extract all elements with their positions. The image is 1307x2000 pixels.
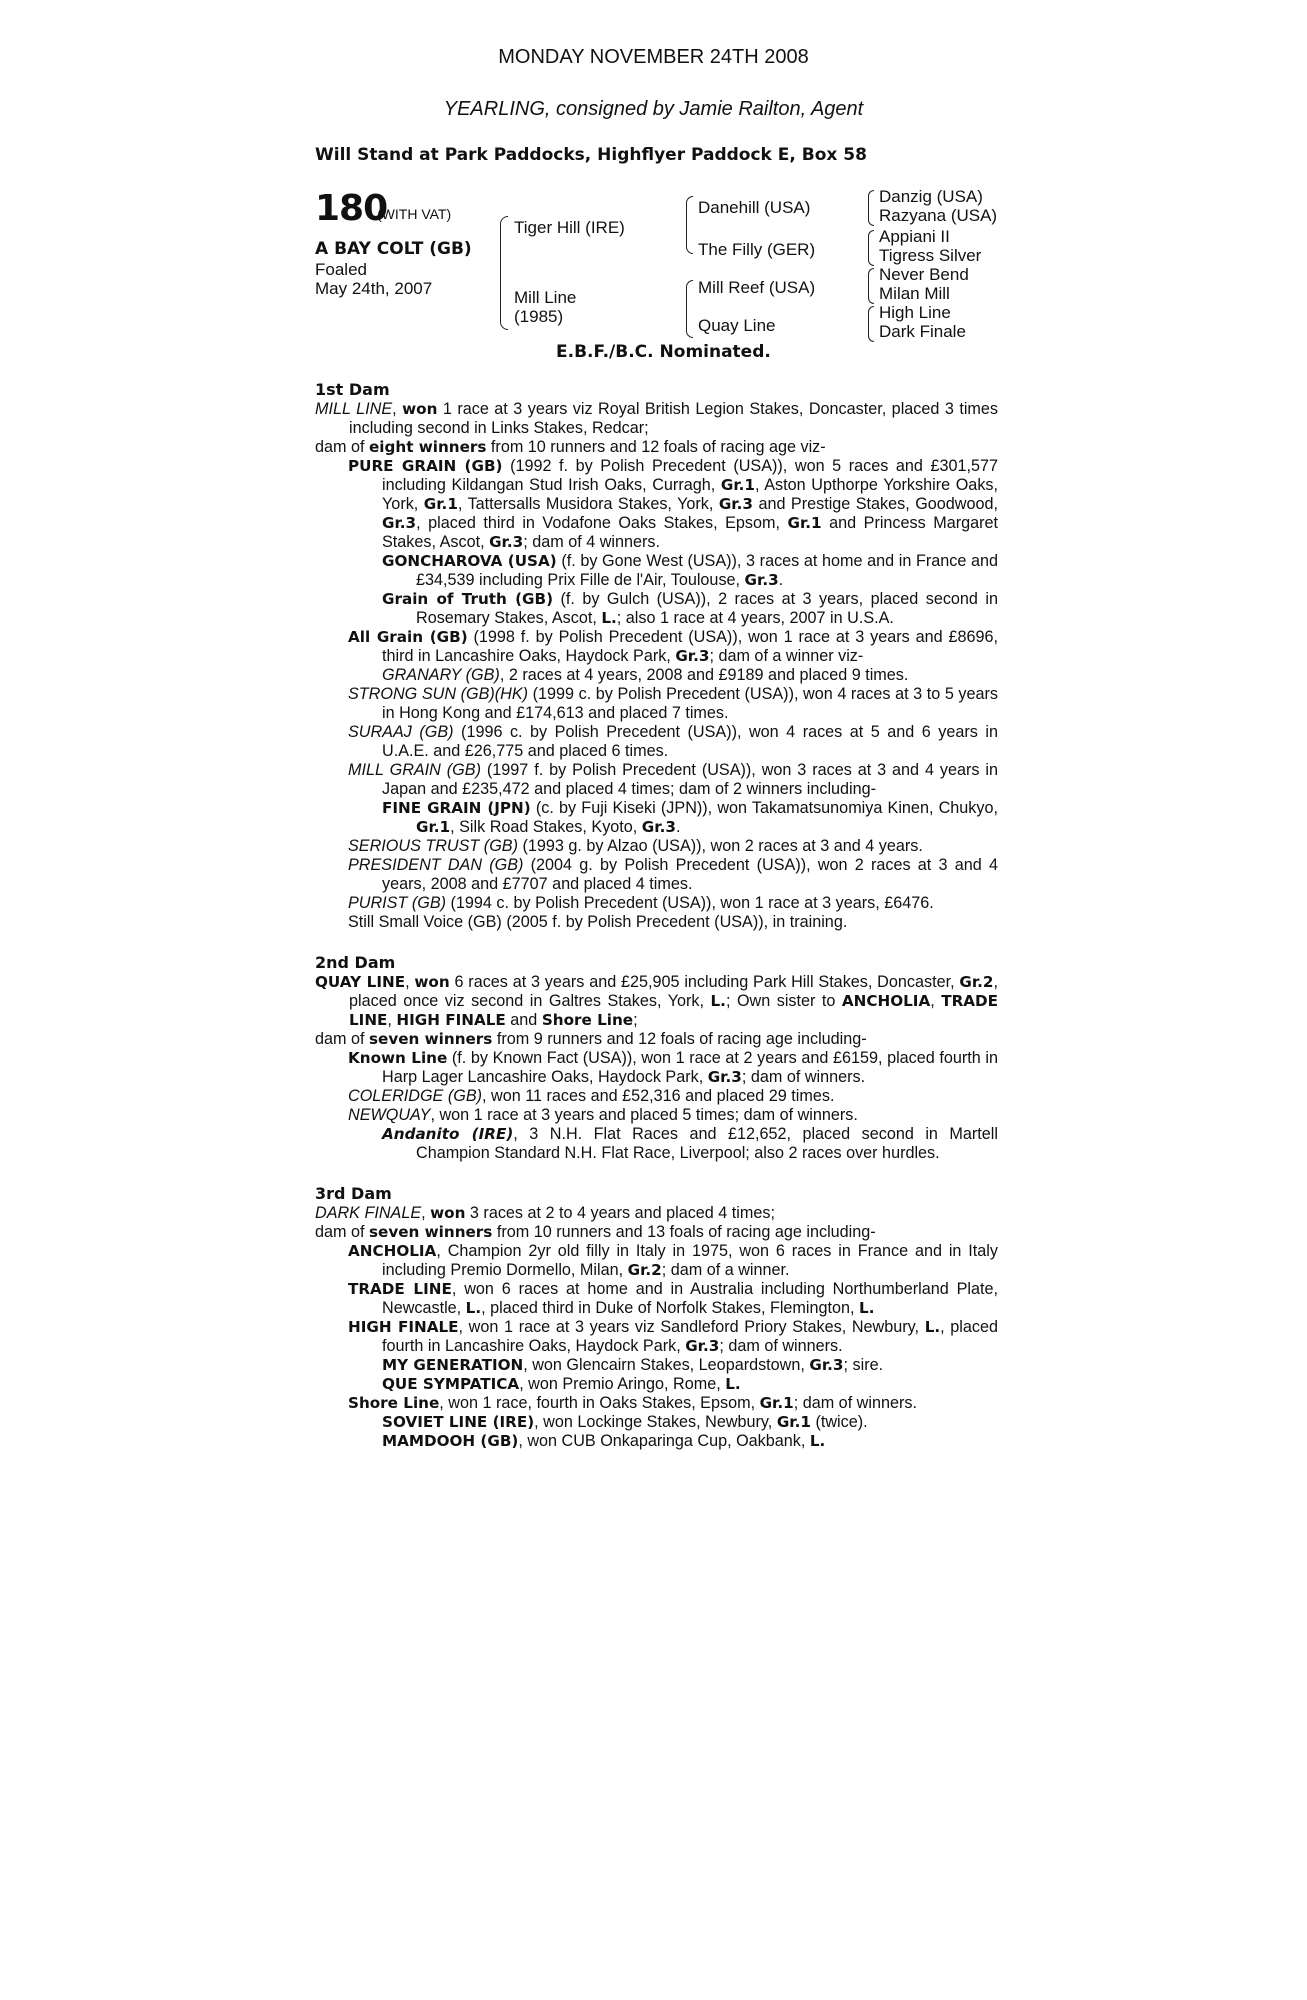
entry-emphasis: Gr.1 [720,476,755,494]
pedigree-brace-gen3-2 [868,230,874,266]
third-dam-section [315,1184,998,1451]
consignment-line: YEARLING, consigned by Jamie Railton, Agent [443,98,864,120]
entry-text: , Silk Road Stakes, Kyoto, [450,818,642,836]
pedigree-entry [315,1375,998,1394]
entry-emphasis: MILL LINE [315,400,393,418]
pedigree-gen3-sss: Danzig (USA) [879,187,983,206]
pedigree-dam-year: (1985) [514,307,564,326]
entry-emphasis: STRONG SUN (GB)(HK) [348,685,529,703]
entry-emphasis: All Grain (GB) [348,628,468,646]
entry-emphasis: Shore Line [348,1394,440,1412]
pedigree-entry [315,1087,998,1106]
produce-record [315,380,998,1472]
entry-emphasis: Gr.1 [423,495,458,513]
entry-text: , won Premio Aringo, Rome, [519,1375,726,1393]
pedigree-entry [315,1280,998,1318]
entry-emphasis: Andanito (IRE) [382,1125,514,1143]
entry-text: , won 1 race, fourth in Oaks Stakes, Epsom, [439,1394,760,1412]
first-dam-body [315,400,998,932]
entry-text: 1 race at 3 years viz Royal British Legion Stakes, Doncaster, placed 3 times including second in Links Stakes, Redcar; [349,400,998,437]
pedigree-entry [315,1223,998,1242]
entry-emphasis: MAMDOOH (GB) [382,1432,519,1450]
entry-emphasis: Gr.3 [382,514,417,532]
pedigree-gen3-sds: Appiani II [879,227,950,246]
entry-emphasis: seven winners [369,1223,493,1241]
entry-emphasis: GRANARY (GB) [382,666,500,684]
entry-text: , [392,400,403,418]
pedigree-entry [315,1242,998,1280]
pedigree-entry [315,457,998,552]
second-dam-body [315,973,998,1163]
pedigree-entry [315,799,998,837]
entry-text: (f. by Known Fact (USA)), won 1 race at 2 years and £6159, placed fourth in Harp Lager Lancashire Oaks, Haydock Park, [382,1049,998,1086]
entry-emphasis: TRADE LINE [349,992,999,1029]
entry-emphasis: L. [924,1318,941,1336]
pedigree-entry [315,1432,998,1451]
entry-emphasis: ANCHOLIA [841,992,931,1010]
entry-emphasis: TRADE LINE [348,1280,452,1298]
entry-text: (c. by Fuji Kiseki (JPN)), won Takamatsunomiya Kinen, Chukyo, [530,799,998,817]
entry-text: , won 1 race at 3 years viz Sandleford Priory Stakes, Newbury, [458,1318,925,1336]
entry-text: (1994 c. by Polish Precedent (USA)), won 1 race at 3 years, £6476. [446,894,934,912]
entry-text: ; dam of winners. [719,1337,843,1355]
pedigree-entry [315,973,998,1030]
entry-emphasis: L. [859,1299,875,1317]
entry-emphasis: eight winners [369,438,487,456]
pedigree-dam-name: Mill Line [514,288,577,307]
entry-text: from 10 runners and 12 foals of racing age viz- [486,438,826,456]
entry-emphasis: Gr.3 [675,647,710,665]
nomination-note: E.B.F./B.C. Nominated. [556,342,771,362]
entry-emphasis: MY GENERATION [382,1356,524,1374]
pedigree-dam-dam: Quay Line [698,316,776,335]
entry-emphasis: Gr.1 [787,514,822,532]
entry-emphasis: SURAAJ (GB) [348,723,454,741]
entry-text: dam of [315,1030,369,1048]
pedigree-entry [315,723,998,761]
lot-number: 180 [315,188,388,229]
entry-text: 6 races at 3 years and £25,905 including Park Hill Stakes, Doncaster, [449,973,960,991]
entry-text: , placed once viz second in Galtres Stakes, York, [349,973,999,1010]
entry-text: dam of [315,438,369,456]
pedigree-gen3-ssd: Razyana (USA) [879,206,998,225]
entry-emphasis: PURE GRAIN (GB) [348,457,503,475]
pedigree-gen3-dsd: Milan Mill [879,284,950,303]
entry-emphasis: seven winners [369,1030,493,1048]
entry-text: , Champion 2yr old filly in Italy in 1975, won 6 races in France and in Italy including Premio Dormello, Milan, [382,1242,998,1279]
entry-emphasis: won [414,973,450,991]
pedigree-entry [315,628,998,666]
entry-text: and [505,1011,542,1029]
entry-emphasis: DARK FINALE [315,1204,422,1222]
entry-emphasis: SERIOUS TRUST (GB) [348,837,518,855]
pedigree-entry [315,1049,998,1087]
entry-emphasis: ANCHOLIA [348,1242,437,1260]
pedigree-entry [315,913,998,932]
entry-emphasis: Gr.3 [718,495,753,513]
entry-emphasis: Shore Line [541,1011,634,1029]
entry-emphasis: SOVIET LINE (IRE) [382,1413,535,1431]
entry-text: . [778,571,784,589]
entry-text: ; dam of a winner viz- [709,647,864,665]
entry-emphasis: L. [465,1299,482,1317]
entry-text: , Aston Upthorpe Yorkshire Oaks, York, [382,476,998,513]
third-dam-body [315,1204,998,1451]
pedigree-dam-sire: Mill Reef (USA) [698,278,816,297]
entry-emphasis: PRESIDENT DAN (GB) [348,856,524,874]
entry-text: , [930,992,942,1010]
pedigree-brace-dam [686,280,693,338]
lot-description: A BAY COLT (GB) [315,239,472,259]
pedigree-brace-gen3-1 [868,190,874,226]
pedigree-sire-sire: Danehill (USA) [698,198,811,217]
entry-emphasis: Gr.2 [959,973,994,991]
entry-emphasis: MILL GRAIN (GB) [348,761,481,779]
entry-emphasis: COLERIDGE (GB) [348,1087,483,1105]
first-dam-heading: 1st Dam [315,380,390,399]
entry-emphasis: L. [710,992,726,1010]
pedigree-entry [315,1356,998,1375]
pedigree-entry [315,894,998,913]
entry-emphasis: HIGH FINALE [396,1011,506,1029]
pedigree-brace-main [500,216,508,330]
pedigree-entry [315,666,998,685]
pedigree-entry [315,856,998,894]
foaled-label: Foaled [315,260,367,279]
pedigree-entry [315,590,998,628]
entry-emphasis: GONCHAROVA (USA) [382,552,557,570]
entry-text: (1993 g. by Alzao (USA)), won 2 races at 3 and 4 years. [517,837,923,855]
entry-emphasis: Gr.1 [759,1394,794,1412]
entry-emphasis: PURIST (GB) [348,894,447,912]
second-dam-section [315,953,998,1163]
pedigree-gen3-sdd: Tigress Silver [879,246,982,265]
entry-text: (1999 c. by Polish Precedent (USA)), won 4 races at 3 to 5 years in Hong Kong and £174,613 and placed 7 times. [382,685,998,722]
entry-emphasis: NEWQUAY [348,1106,431,1124]
pedigree-entry [315,1106,998,1125]
entry-emphasis: Gr.3 [744,571,779,589]
entry-text: , won 6 races at home and in Australia including Northumberland Plate, Newcastle, [382,1280,998,1317]
second-dam-heading: 2nd Dam [315,953,396,972]
pedigree-entry [315,761,998,799]
entry-emphasis: won [430,1204,466,1222]
entry-emphasis: QUAY LINE [315,973,406,991]
entry-text: ; dam of winners. [793,1394,917,1412]
entry-emphasis: L. [809,1432,826,1450]
entry-text: (twice). [810,1413,868,1431]
third-dam-heading: 3rd Dam [315,1184,392,1203]
entry-emphasis: QUE SYMPATICA [382,1375,520,1393]
entry-text: , won 1 race at 3 years and placed 5 times; dam of winners. [430,1106,858,1124]
pedigree-gen3-ddd: Dark Finale [879,322,966,341]
entry-text: , 2 races at 4 years, 2008 and £9189 and placed 9 times. [499,666,909,684]
entry-text: , 3 N.H. Flat Races and £12,652, placed second in Martell Champion Standard N.H. Flat Race, Liverpool; also 2 races over hurdles. [416,1125,998,1162]
pedigree-gen3-dds: High Line [879,303,951,322]
entry-text: , placed third in Duke of Norfolk Stakes, Flemington, [481,1299,860,1317]
entry-emphasis: Gr.2 [627,1261,662,1279]
entry-emphasis: Gr.3 [641,818,676,836]
vat-note: (WITH VAT) [377,206,452,222]
entry-text: ; Own sister to [725,992,842,1010]
entry-text: 3 races at 2 to 4 years and placed 4 times; [465,1204,775,1222]
entry-text: (2004 g. by Polish Precedent (USA)), won 2 races at 3 and 4 years, 2008 and £7707 and placed 4 times. [382,856,998,893]
entry-emphasis: HIGH FINALE [348,1318,459,1336]
pedigree-brace-gen3-3 [868,268,874,304]
foaled-date: May 24th, 2007 [315,279,433,298]
entry-text: Still Small Voice (GB) (2005 f. by Polish Precedent (USA)), in training. [348,913,848,931]
pedigree-entry [315,1413,998,1432]
entry-text: (1997 f. by Polish Precedent (USA)), won 3 races at 3 and 4 years in Japan and £235,472 and placed 4 times; dam of 2 winners including- [382,761,998,798]
entry-text: from 9 runners and 12 foals of racing age including- [492,1030,867,1048]
sale-date: MONDAY NOVEMBER 24TH 2008 [498,46,809,68]
pedigree-entry [315,837,998,856]
entry-text: , placed third in Vodafone Oaks Stakes, Epsom, [416,514,788,532]
entry-text: (1996 c. by Polish Precedent (USA)), won 4 races at 5 and 6 years in U.A.E. and £26,775 and placed 6 times. [382,723,998,760]
entry-text: ; also 1 race at 4 years, 2007 in U.S.A. [616,609,894,627]
entry-emphasis: Known Line [348,1049,448,1067]
pedigree-gen3-dss: Never Bend [879,265,969,284]
entry-emphasis: Gr.1 [416,818,451,836]
entry-text: , won Lockinge Stakes, Newbury, [534,1413,777,1431]
entry-emphasis: Gr.1 [776,1413,811,1431]
entry-emphasis: Gr.3 [685,1337,720,1355]
entry-emphasis: L. [725,1375,741,1393]
entry-text: , won Glencairn Stakes, Leopardstown, [523,1356,810,1374]
entry-text: and Princess Margaret Stakes, Ascot, [382,514,998,551]
pedigree-entry [315,1394,998,1413]
pedigree-entry [315,438,998,457]
entry-text: ; sire. [843,1356,884,1374]
pedigree-brace-gen3-4 [868,306,874,342]
pedigree-entry [315,1125,998,1163]
pedigree-entry [315,1204,998,1223]
entry-text: and Prestige Stakes, Goodwood, [752,495,998,513]
pedigree-entry [315,1318,998,1356]
entry-emphasis: Gr.3 [707,1068,742,1086]
entry-text: ; dam of 4 winners. [523,533,660,551]
entry-emphasis: Grain of Truth (GB) [382,590,554,608]
pedigree-entry [315,552,998,590]
stand-location: Will Stand at Park Paddocks, Highflyer Paddock E, Box 58 [315,145,867,165]
entry-text: (1998 f. by Polish Precedent (USA)), won 1 race at 3 years and £8696, third in Lancashire Oaks, Haydock Park, [382,628,998,665]
entry-text: , [421,1204,431,1222]
entry-emphasis: Gr.3 [809,1356,844,1374]
pedigree-entry [315,400,998,438]
pedigree-sire-dam: The Filly (GER) [698,240,816,259]
entry-text: (1992 f. by Polish Precedent (USA)), won 5 races and £301,577 including Kildangan Stud Irish Oaks, Curragh, [382,457,999,494]
pedigree-brace-sire [686,196,693,254]
entry-text: , won CUB Onkaparinga Cup, Oakbank, [518,1432,810,1450]
entry-text: ; dam of winners. [741,1068,866,1086]
entry-emphasis: won [402,400,438,418]
pedigree-sire: Tiger Hill (IRE) [514,218,625,237]
first-dam-section [315,380,998,932]
entry-text: , Tattersalls Musidora Stakes, York, [457,495,719,513]
pedigree-entry [315,685,998,723]
entry-text: ; [633,1011,638,1029]
entry-text: , [405,973,415,991]
entry-emphasis: Gr.3 [489,533,524,551]
entry-text: , [387,1011,397,1029]
entry-text: (f. by Gone West (USA)), 3 races at home and in France and £34,539 including Prix Fille de l'Air, Toulouse, [416,552,998,589]
entry-text: , won 11 races and £52,316 and placed 29 times. [482,1087,835,1105]
entry-text: (f. by Gulch (USA)), 2 races at 3 years, placed second in Rosemary Stakes, Ascot, [416,590,999,627]
entry-emphasis: FINE GRAIN (JPN) [382,799,531,817]
entry-emphasis: L. [601,609,617,627]
entry-text: ; dam of a winner. [661,1261,790,1279]
entry-text: from 10 runners and 13 foals of racing age including- [492,1223,876,1241]
pedigree-entry [315,1030,998,1049]
entry-text: , placed fourth in Lancashire Oaks, Haydock Park, [382,1318,998,1355]
entry-text: dam of [315,1223,369,1241]
entry-text: . [675,818,681,836]
